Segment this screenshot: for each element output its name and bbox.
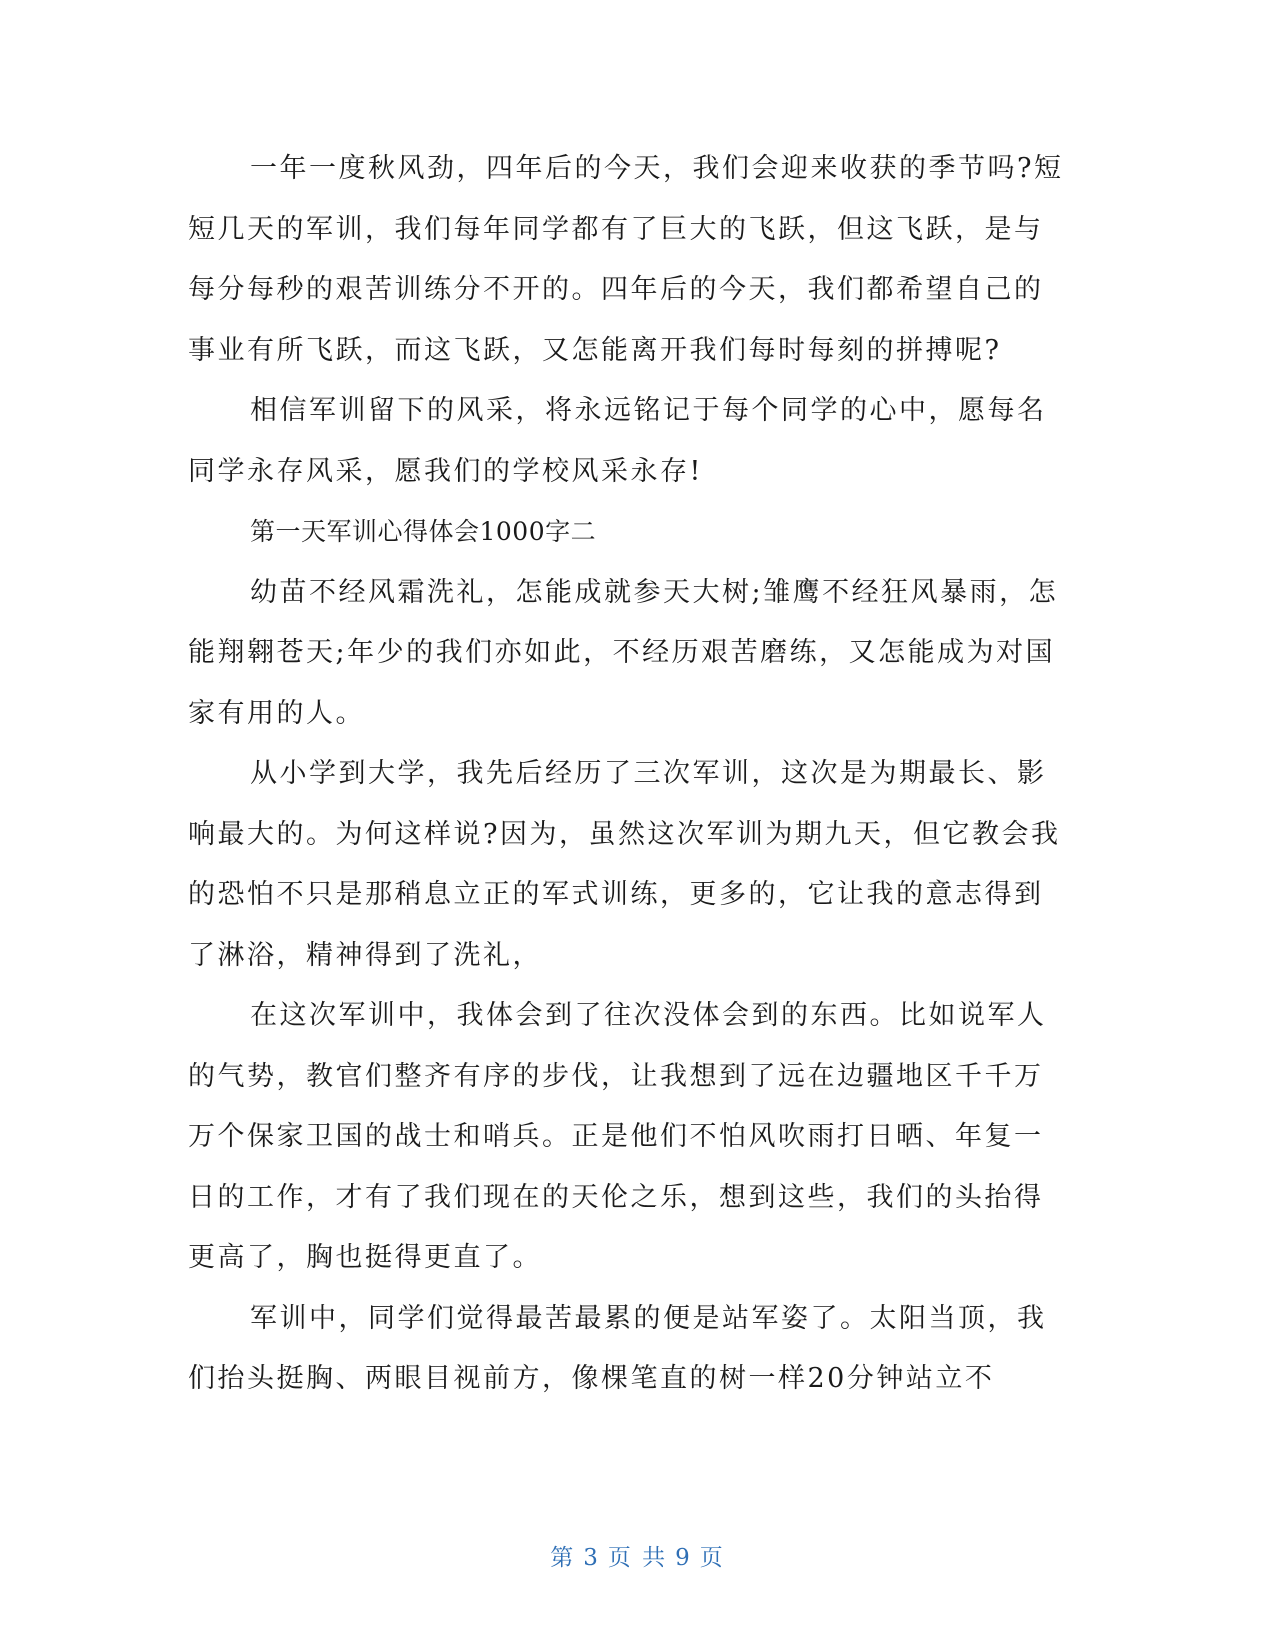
page-footer bbox=[0, 1539, 1275, 1572]
footer-page-number: 3 bbox=[583, 1545, 600, 1571]
paragraph-1: 一年一度秋风劲，四年后的今天，我们会迎来收获的季节吗?短短几天的军训，我们每年同学都有了巨大的飞跃，但这飞跃，是与每分每秒的艰苦训练分不开的。四年后的今天，我们都希望自己的事业有所飞跃，而这飞跃，又怎能离开我们每时每刻的拼搏呢? bbox=[188, 153, 1064, 366]
footer-suffix: 页 bbox=[699, 1545, 725, 1571]
document-body bbox=[188, 139, 1068, 1410]
footer-mid: 页 共 bbox=[607, 1545, 668, 1571]
paragraph-2: 相信军训留下的风采，将永远铭记于每个同学的心中，愿每名同学永存风采，愿我们的学校风采永存! bbox=[188, 395, 1047, 487]
paragraph-4: 从小学到大学，我先后经历了三次军训，这次是为期最长、影响最大的。为何这样说?因为，虽然这次军训为期九天，但它教会我的恐怕不只是那稍息立正的军式训练，更多的，它让我的意志得到了淋浴，精神得到了洗礼， bbox=[188, 758, 1061, 971]
footer-prefix: 第 bbox=[550, 1545, 576, 1571]
paragraph-5: 在这次军训中，我体会到了往次没体会到的东西。比如说军人的气势，教官们整齐有序的步伐，让我想到了远在边疆地区千千万万个保家卫国的战士和哨兵。正是他们不怕风吹雨打日晒、年复一日的工作，才有了我们现在的天伦之乐，想到这些，我们的头抬得更高了，胸也挺得更直了。 bbox=[188, 1000, 1047, 1273]
paragraph-3: 幼苗不经风霜洗礼，怎能成就参天大树;雏鹰不经狂风暴雨，怎能翔翱苍天;年少的我们亦如此，不经历艰苦磨练，又怎能成为对国家有用的人。 bbox=[188, 576, 1059, 729]
footer-total-pages: 9 bbox=[675, 1545, 692, 1571]
section-heading: 第一天军训心得体会1000字二 bbox=[250, 517, 597, 546]
paragraph-6: 军训中，同学们觉得最苦最累的便是站军姿了。太阳当顶，我们抬头挺胸、两眼目视前方，像棵笔直的树一样20分钟站立不 bbox=[188, 1302, 1047, 1394]
